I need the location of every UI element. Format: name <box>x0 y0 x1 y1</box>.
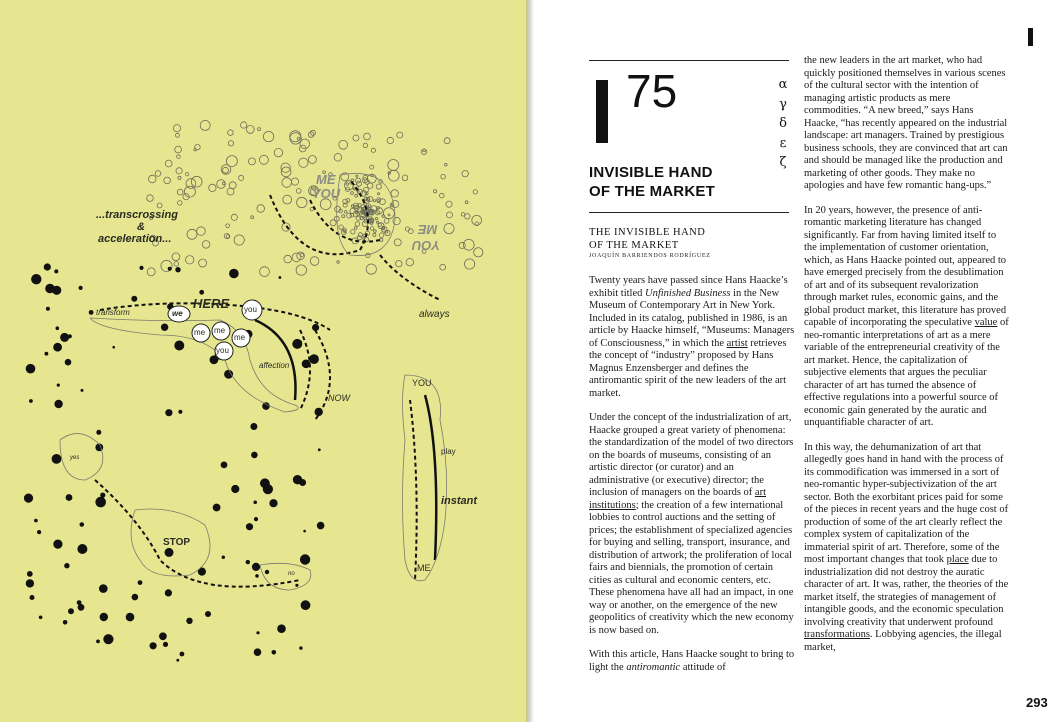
dot <box>78 604 85 611</box>
bubble <box>282 178 292 188</box>
bubble <box>292 253 301 262</box>
bubble <box>300 139 310 149</box>
bubble <box>291 178 298 185</box>
dot <box>31 274 41 284</box>
bubble <box>472 215 482 225</box>
bubble <box>371 148 375 152</box>
dot <box>45 352 49 356</box>
paragraph: In this way, the dehumanization of art that allegedly goes hand in hand with the process of its commodification was immersed in a sort of neo-romantic hyper-subjectivization of the art sector. Both the exorbitant prices paid for some of the pieces in recent years and the huge cost of production of some of the art clearly reflect the complex system of capitalization of the immaterial spirit of art. Therefore, some of the most important changes that took place due to industrialization did not destroy the auratic character of art. It was, rather, the theories of the market itself, the strategies of management of intangible goods, and the economic speculation involving creativity that underwent profound transformations. Lobbying agencies, the illegal market, <box>804 441 1009 653</box>
bubble <box>405 227 409 231</box>
dot <box>163 642 168 647</box>
label-me-rotated: ME <box>418 222 438 237</box>
label-you-bubble: you <box>244 305 257 314</box>
dot <box>178 410 182 414</box>
greek-letter: α <box>778 77 788 92</box>
bubble <box>149 175 157 183</box>
dot <box>126 613 135 622</box>
dot <box>100 493 105 498</box>
label-ampersand: & <box>137 221 145 233</box>
link-value[interactable]: value <box>974 317 998 328</box>
dot <box>52 454 62 464</box>
label-me-top: ME <box>316 172 336 187</box>
section-bar-mark <box>596 80 608 143</box>
bubble <box>296 265 306 275</box>
corner-bar-mark <box>1028 28 1033 46</box>
bubble <box>339 225 343 229</box>
bubble <box>176 168 182 174</box>
bubble <box>246 125 254 133</box>
text-column-2 <box>804 55 1009 666</box>
title-line: INVISIBLE HAND <box>589 164 713 181</box>
bubble <box>174 262 179 267</box>
bubble <box>394 239 401 246</box>
dot <box>246 523 253 530</box>
dot <box>213 504 221 512</box>
bubble <box>384 219 389 224</box>
dot <box>57 384 60 387</box>
bubble <box>346 183 348 185</box>
label-we: we <box>172 309 183 318</box>
bubble <box>366 264 376 274</box>
bubble <box>387 137 393 143</box>
dot <box>53 343 62 352</box>
paragraph: Under the concept of the industrialization of art, Haacke grouped a great variety of phenomena: the standardization of the model of two directors on the boards of museums, consisting of an artistic director (or curator) and an administrative (or executive) director; the inclusion of managers on the boards of art institutions; the creation of a few international lobbies to control auctions and the setting of prices; the establishment of specialized agencies for buying and selling, transport, insurance, and distribution of artwork; the proliferation of local fairs and biennials, the promotion of certain cities as cultural and economic centers, etc. These phenomena have all had an impact, in one way or another, on the emergence of the new geopolitics of creativity which the new economy is now based on. <box>589 412 794 636</box>
bubble <box>259 155 268 164</box>
dot <box>251 452 258 459</box>
article-title <box>589 163 789 201</box>
bubble <box>373 233 376 236</box>
bubble <box>282 223 290 231</box>
label-stop: STOP <box>163 537 191 548</box>
bubble <box>296 189 301 194</box>
paragraph: Twenty years have passed since Hans Haacke’s exhibit titled Unfinished Business in the New Museum of Contemporary Art in New York. Included in its catalog, published in 1986, is an article by Haacke himself, “Museums: Managers of Consciousness,” in which the artist retrieves the concept of “industry” proposed by Hans Magnus Enzensberger and defines the antiromantic spirit of the new leaders of the art market. <box>589 275 795 399</box>
label-transcrossing: ...transcrossing <box>96 209 178 221</box>
bubble <box>175 133 179 137</box>
bubble <box>251 216 254 219</box>
dot <box>139 266 143 270</box>
bubble <box>229 182 236 189</box>
bubble <box>353 135 359 141</box>
bubble <box>393 217 400 224</box>
bubble <box>199 259 207 267</box>
bubble <box>354 227 357 230</box>
bubble <box>391 190 398 197</box>
dot <box>165 548 174 557</box>
dot <box>295 584 298 587</box>
dot <box>30 595 35 600</box>
dot <box>26 364 36 374</box>
bubble <box>200 120 210 130</box>
label-you-rotated: YOU <box>412 238 441 253</box>
label-instant: instant <box>441 495 478 507</box>
bubble <box>222 182 225 185</box>
label-me-vertical: ME <box>417 563 431 573</box>
diagram-page <box>0 0 528 722</box>
dot <box>44 263 51 270</box>
paragraph: In 20 years, however, the presence of anti-romantic marketing literature has changed significantly. Far from having limited itself to the implementation of customer orientation, which, as Hans Haacke pointed out, appeared to have emerged precisely from the desublimation of art and of its subsequent revalorization through market rules, economic gains, and the global product market, this literature has proved capable of incorporating the speculative value of neo-romantic interpretations of art as a mere variable of the entrepreneurial creativity of the art market. Hence, the capitalization of subjective elements that argues the peculiar character of art has turned the absence of effective regulations into a powerful source of economic gain generated by the auratic and unquantifiable character of art. <box>804 204 1009 428</box>
dot <box>56 326 60 330</box>
bubble <box>191 176 202 187</box>
bubble <box>440 264 446 270</box>
bubble <box>260 267 270 277</box>
bubble <box>257 205 265 213</box>
bubble <box>396 261 402 267</box>
bubble <box>226 224 230 228</box>
bubble <box>228 141 233 146</box>
dot <box>297 340 302 345</box>
article-author: JOAQUÍN BARRIENDOS RODRÍGUEZ <box>589 253 711 259</box>
title-rule <box>589 212 789 213</box>
bubble <box>263 131 273 141</box>
dot <box>224 370 233 379</box>
bubble <box>234 235 244 245</box>
dot <box>300 554 310 564</box>
label-here: HERE <box>193 296 230 311</box>
dot <box>317 522 325 530</box>
bubble <box>446 201 452 207</box>
bubble <box>173 125 180 132</box>
dot <box>138 580 143 585</box>
bubble <box>370 165 374 169</box>
bubble <box>461 213 465 217</box>
dot <box>252 563 260 571</box>
dot <box>26 579 34 587</box>
dot <box>37 530 41 534</box>
bubble <box>462 171 468 177</box>
dot <box>150 642 157 649</box>
greek-letter: δ <box>779 116 787 131</box>
dot <box>46 307 50 311</box>
bubble <box>397 132 403 138</box>
label-transform: transform <box>96 308 130 317</box>
bubble <box>231 214 237 220</box>
label-now: NOW <box>328 393 350 403</box>
bubble <box>434 190 437 193</box>
dot <box>165 589 172 596</box>
greek-letter: γ <box>779 96 787 112</box>
link-artist[interactable]: artist <box>726 337 748 349</box>
dot <box>254 517 258 521</box>
link-transformations[interactable]: transformations <box>804 629 870 640</box>
label-affection: affection <box>259 361 290 370</box>
greek-letters <box>776 75 790 173</box>
dot <box>66 494 73 501</box>
bubble <box>175 146 182 153</box>
bubble <box>355 222 360 227</box>
bubble <box>374 230 377 233</box>
bubble <box>147 268 155 276</box>
bubble <box>165 160 172 167</box>
dot <box>221 462 228 469</box>
dot <box>159 632 167 640</box>
bubble <box>388 214 390 216</box>
bubble <box>380 199 386 205</box>
bubble <box>406 259 413 266</box>
bubble <box>241 122 247 128</box>
bubble <box>178 176 181 179</box>
dot <box>60 333 69 342</box>
dot <box>176 659 179 662</box>
bubble <box>195 144 200 149</box>
text-column-1 <box>589 275 795 686</box>
bubble <box>444 224 454 234</box>
bubble <box>380 238 383 241</box>
bubble <box>350 208 355 213</box>
dot <box>279 276 282 279</box>
dot <box>131 296 137 302</box>
bubble <box>363 237 365 239</box>
bubble <box>342 215 345 218</box>
dot <box>231 485 239 493</box>
bubble <box>351 192 354 195</box>
bubble <box>283 195 292 204</box>
dot <box>262 402 270 410</box>
greek-letter: ζ <box>779 155 787 170</box>
subtitle-line: THE INVISIBLE HAND <box>589 227 706 238</box>
dot <box>29 399 33 403</box>
dot <box>318 448 321 451</box>
bubble <box>187 229 197 239</box>
label-you-vertical: YOU <box>412 378 432 388</box>
dot <box>53 540 62 549</box>
dot <box>103 634 113 644</box>
bubble <box>351 230 355 234</box>
dot <box>112 346 115 349</box>
dot <box>254 648 262 656</box>
bubble <box>177 155 181 159</box>
bubble <box>379 233 384 238</box>
bubble <box>284 255 292 263</box>
dot <box>301 600 311 610</box>
dot <box>256 631 259 634</box>
dot <box>100 613 108 621</box>
bubble <box>299 158 308 167</box>
bubble <box>388 160 399 171</box>
bubble <box>444 138 450 144</box>
bubble <box>226 156 237 167</box>
dot <box>315 408 323 416</box>
bubble <box>186 256 194 264</box>
label-me-bubble-1: me <box>194 328 206 337</box>
article-number: 75 <box>626 65 678 117</box>
dot <box>99 584 108 593</box>
bubble <box>441 174 446 179</box>
link-place[interactable]: place <box>946 554 969 565</box>
dot <box>161 324 168 331</box>
dot <box>64 563 69 568</box>
dot <box>174 341 184 351</box>
bubble <box>375 218 377 220</box>
dot <box>79 286 83 290</box>
bubble <box>337 261 340 264</box>
bubble <box>465 259 475 269</box>
label-always: always <box>419 309 450 320</box>
bubble <box>223 167 229 173</box>
bubble <box>383 208 394 219</box>
bubble <box>334 154 342 162</box>
dot <box>186 618 192 624</box>
article-page <box>534 0 1059 722</box>
dot <box>68 608 74 614</box>
bubble <box>440 193 445 198</box>
dot <box>299 479 306 486</box>
dot <box>265 570 269 574</box>
dot <box>309 354 319 364</box>
bubble <box>308 156 316 164</box>
solid-paths <box>255 320 436 560</box>
dot <box>253 501 257 505</box>
bubble <box>217 180 226 189</box>
dot <box>27 571 33 577</box>
bubble <box>402 175 408 181</box>
dot <box>132 594 139 601</box>
bubble <box>373 200 375 202</box>
bubble <box>356 178 361 183</box>
bubble <box>465 214 470 219</box>
dot <box>222 556 225 559</box>
bubble <box>258 128 261 131</box>
dot <box>165 409 172 416</box>
bubble <box>300 253 303 256</box>
label-you-top: YOU <box>312 186 341 201</box>
bubble <box>155 171 161 177</box>
article-subtitle <box>589 227 789 252</box>
bubble <box>281 167 291 177</box>
dot <box>89 310 94 315</box>
bubble <box>209 184 216 191</box>
bubble <box>339 140 348 149</box>
dot <box>80 522 85 527</box>
label-me-bubble-2: me <box>214 326 226 335</box>
bubble <box>347 213 352 218</box>
bubble <box>345 211 348 214</box>
bubble <box>186 173 189 176</box>
bubble <box>147 195 154 202</box>
dot <box>63 620 68 625</box>
title-line: OF THE MARKET <box>589 183 715 200</box>
dot <box>175 267 180 272</box>
bubble <box>228 130 234 136</box>
bubble <box>370 227 374 231</box>
dot <box>96 640 100 644</box>
dot <box>65 359 72 366</box>
label-yes: yes <box>70 455 80 461</box>
bubble <box>356 175 358 177</box>
label-acceleration: acceleration... <box>98 233 172 245</box>
label-play: play <box>441 447 456 456</box>
dot <box>269 499 277 507</box>
page-gutter <box>526 0 534 722</box>
bubble <box>378 193 380 195</box>
bubble <box>178 201 183 206</box>
bubble <box>157 203 162 208</box>
bubble <box>474 248 483 257</box>
bubble <box>355 194 358 197</box>
dot <box>45 284 55 294</box>
bubble <box>364 133 371 140</box>
dot <box>246 560 250 564</box>
dot <box>229 269 239 279</box>
dot <box>168 267 172 271</box>
bubble <box>197 227 206 236</box>
dot <box>299 646 302 649</box>
dot <box>68 334 72 338</box>
paragraph: With this article, Hans Haacke sought to bring to light the antiromantic attitude of <box>589 649 795 673</box>
dot <box>24 494 33 503</box>
page-number: 293 <box>1026 695 1048 710</box>
bubble <box>465 201 468 204</box>
greek-letter: ε <box>779 135 787 151</box>
bubble <box>382 215 385 218</box>
dot <box>77 544 87 554</box>
dot <box>255 574 259 578</box>
bubble <box>164 177 171 184</box>
dot <box>54 269 58 273</box>
bubble <box>366 253 370 257</box>
label-you-bubble-2: you <box>216 346 229 355</box>
dot <box>303 530 306 533</box>
bubble <box>310 207 313 210</box>
bubble <box>473 190 477 194</box>
bubble <box>445 163 448 166</box>
dot <box>199 290 204 295</box>
subtitle-line: OF THE MARKET <box>589 239 679 251</box>
bubble <box>290 133 301 144</box>
top-rule <box>589 60 789 61</box>
label-no: no <box>288 571 295 577</box>
dot-field <box>24 263 325 661</box>
dot <box>272 650 277 655</box>
bubble <box>376 184 381 189</box>
dot <box>39 616 43 620</box>
bubble <box>367 174 376 183</box>
bubble <box>274 148 282 156</box>
bubble <box>177 189 183 195</box>
bubble <box>363 143 367 147</box>
dot <box>96 430 101 435</box>
dot <box>180 652 185 657</box>
dot <box>95 497 106 508</box>
link-art-institutions[interactable]: art institutions <box>589 487 766 511</box>
bubble <box>310 257 319 266</box>
bubble <box>297 197 307 207</box>
dot <box>250 423 257 430</box>
bubble <box>172 253 180 261</box>
bubble <box>447 212 453 218</box>
dot <box>260 478 270 488</box>
dot <box>34 519 38 523</box>
dot <box>205 611 211 617</box>
paragraph: the new leaders in the art market, who had quickly positioned themselves in various scenes of the cultural sector with the intention of managing artistic products as mere commodities. “A new breed,” says Hans Haacke, “has recently appeared on the industrial landscape: art managers. Trained by prestigious business schools, they are convinced that art can and should be managed like the production and marketing of other goods. They make no apologies and have few romantic hang-ups.” <box>804 55 1008 191</box>
bubble <box>368 196 373 201</box>
bubble <box>248 158 255 165</box>
dot <box>277 624 286 633</box>
label-me-bubble-3: me <box>234 333 246 342</box>
dot <box>81 389 84 392</box>
bubble <box>202 241 210 249</box>
bubble <box>239 175 244 180</box>
dot <box>54 400 62 408</box>
